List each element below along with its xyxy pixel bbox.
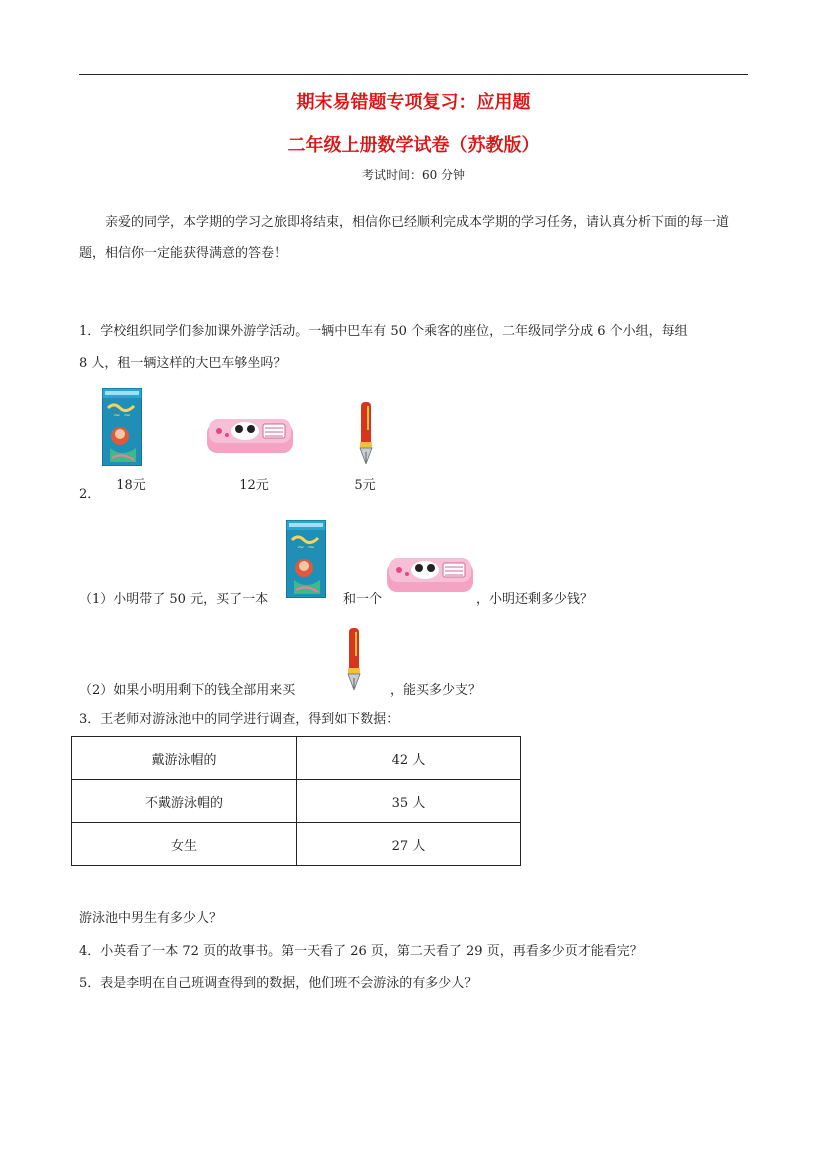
question-5-text: 5．表是李明在自己班调查得到的数据，他们班不会游泳的有多少人？: [79, 976, 478, 991]
exam-subtitle: 二年级上册数学试卷（苏教版）: [287, 135, 540, 156]
question-2-number: 2．: [79, 487, 101, 502]
question-4-text: 4．小英看了一本 72 页的故事书。第一天看了 26 页，第二天看了 29 页，再看多少页才能看完？: [79, 944, 643, 959]
table-row: [72, 780, 521, 823]
question-1-line-1: 1．学校组织同学们参加课外游学活动。一辆中巴车有 50 个乘客的座位，二年级同学分成 6 个小组，每组: [79, 324, 688, 339]
survey-table: [71, 736, 521, 866]
header-rule: [79, 74, 748, 75]
table-row: [72, 823, 521, 866]
intro-paragraph: 亲爱的同学，本学期的学习之旅即将结束，相信你已经顺利完成本学期的学习任务，请认真分析下面的每一道题，相信你一定能获得满意的答卷！: [79, 215, 730, 261]
pencil-case-icon: [205, 415, 295, 457]
question-3-question: 游泳池中男生有多少人？: [79, 911, 223, 926]
storybook-icon: [102, 388, 142, 466]
pencil-case-icon: [385, 554, 475, 596]
table-cell-label: 戴游泳帽的: [72, 737, 297, 780]
storybook-icon: [286, 520, 326, 598]
price-pencil-case: 12元: [239, 478, 269, 493]
question-2-part-1-a: （1）小明带了 50 元，买了一本: [79, 592, 269, 607]
exam-time: 考试时间：60 分钟: [361, 168, 466, 182]
fountain-pen-icon: [342, 628, 366, 690]
question-2-part-1-c: ，小明还剩多少钱？: [476, 592, 594, 607]
question-1-line-2: 8 人，租一辆这样的大巴车够坐吗？: [79, 356, 287, 371]
table-row: [72, 737, 521, 780]
fountain-pen-icon: [354, 402, 378, 464]
table-cell-label: 女生: [72, 823, 297, 866]
table-cell-value: 27 人: [297, 823, 521, 866]
table-cell-label: 不戴游泳帽的: [72, 780, 297, 823]
question-2-part-1-b: 和一个: [343, 592, 383, 607]
question-3-text: 3．王老师对游泳池中的同学进行调查，得到如下数据：: [79, 712, 400, 727]
price-pen: 5元: [354, 478, 376, 493]
question-2-part-2-a: （2）如果小明用剩下的钱全部用来买: [79, 683, 296, 698]
price-book: 18元: [116, 478, 146, 493]
exam-title: 期末易错题专项复习：应用题: [296, 92, 531, 113]
question-2-part-2-b: ，能买多少支？: [390, 683, 482, 698]
table-cell-value: 42 人: [297, 737, 521, 780]
table-cell-value: 35 人: [297, 780, 521, 823]
